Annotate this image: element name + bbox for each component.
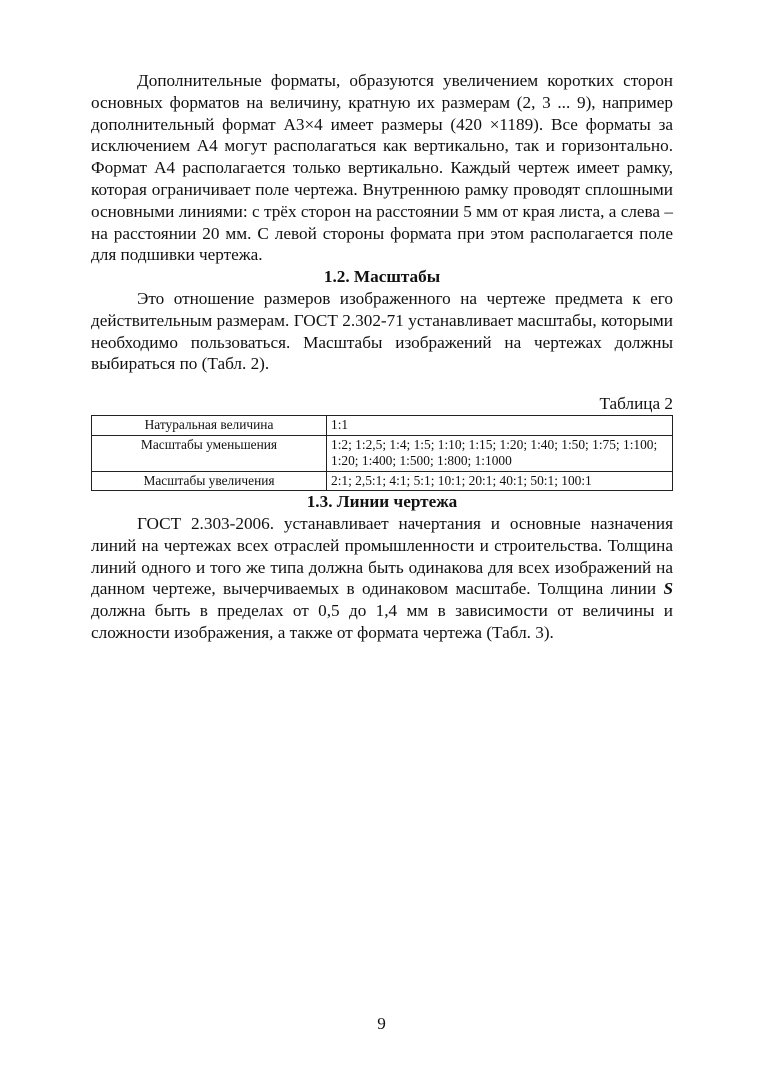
paragraph-lines-end: должна быть в пределах от 0,5 до 1,4 мм в зависимости от величины и сложности изображения, а также от формата чертежа (Табл. 3). — [91, 601, 673, 642]
document-page — [91, 70, 673, 644]
paragraph-scales: Это отношение размеров изображенного на чертеже предмета к его действительным размерам. ГОСТ 2.302-71 устанавливает масштабы, которыми необходимо пользоваться. Масштабы изображений на чертежах должны выбираться по (Табл. 2). — [91, 288, 673, 374]
table-cell-name: Масштабы увеличения — [92, 471, 327, 491]
table-row — [92, 435, 673, 471]
table-row — [92, 416, 673, 436]
page-number: 9 — [377, 1014, 386, 1033]
table-cell-name: Натуральная величина — [92, 416, 327, 436]
scales-table — [91, 415, 673, 491]
table-row — [92, 471, 673, 491]
table-caption: Таблица 2 — [599, 394, 673, 414]
table-cell-value: 1:1 — [327, 416, 673, 436]
table-cell-value: 2:1; 2,5:1; 4:1; 5:1; 10:1; 20:1; 40:1; 50:1; 100:1 — [327, 471, 673, 491]
table-cell-value: 1:2; 1:2,5; 1:4; 1:5; 1:10; 1:15; 1:20; 1:40; 1:50; 1:75; 1:100; 1:20; 1:400; 1:500; 1:800; 1:1000 — [327, 435, 673, 471]
table-cell-name: Масштабы уменьшения — [92, 435, 327, 471]
line-thickness-symbol: S — [663, 579, 673, 599]
paragraph-lines-start: ГОСТ 2.303-2006. устанавливает начертания и основные назначения линий на чертежах всех отраслей промышленности и строительства. Толщина линий одного и того же типа должна быть одинакова для всех изображений на данном чертеже, вычерчиваемых в одинаковом масштабе. Толщина линии — [91, 513, 673, 599]
heading-lines: 1.3. Линии чертежа — [306, 492, 458, 512]
paragraph-formats: Дополнительные форматы, образуются увеличением коротких сторон основных форматов на величину, кратную их размерам (2, 3 ... 9), например дополнительный формат А3×4 имеет размеры (420 ×1189). Все форматы за исключением А4 могут располагаться как вертикально, так и горизонтально. Формат А4 располагается только вертикально. Каждый чертеж имеет рамку, которая ограничивает поле чертежа. Внутреннюю рамку проводят сплошными основными линиями: с трёх сторон на расстоянии 5 мм от края листа, а слева – на расстоянии 20 мм. С левой стороны формата при этом располагается поле для подшивки чертежа. — [91, 71, 673, 265]
paragraph-lines — [91, 513, 673, 644]
heading-scales: 1.2. Масштабы — [323, 267, 441, 287]
